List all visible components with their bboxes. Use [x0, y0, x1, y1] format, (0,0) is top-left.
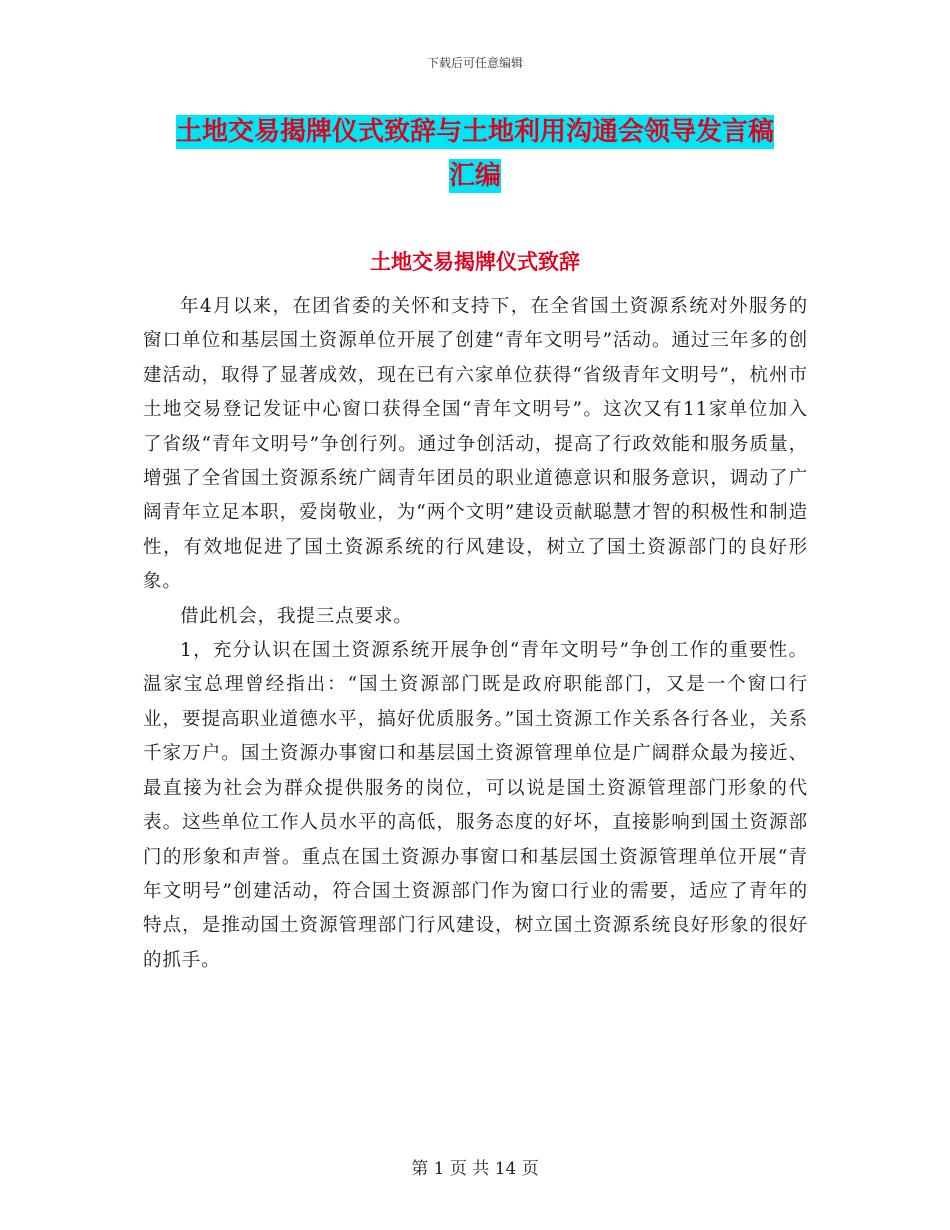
document-title-line-2: 汇编: [448, 161, 501, 191]
page-header-note: 下载后可任意编辑: [426, 56, 523, 70]
page-number-footer: 第 1 页 共 14 页: [411, 1159, 539, 1179]
section-title: 土地交易揭牌仪式致辞: [370, 250, 580, 274]
document-title-line-1: 土地交易揭牌仪式致辞与土地利用沟通会领导发言稿: [175, 117, 774, 147]
body-paragraph: 借此机会，我提三点要求。: [180, 605, 413, 627]
document-body: [143, 290, 808, 978]
body-paragraph: 1，充分认识在国土资源系统开展争创“青年文明号”争创工作的重要性。温家宝总理曾经指出：“国土资源部门既是政府职能部门，又是一个窗口行业，要提高职业道德水平，搞好优质服务。”国土资源工作关系各行各业，关系千家万户。国土资源办事窗口和基层国土资源管理单位是广阔群众最为接近、最直接为社会为群众提供服务的岗位，可以说是国土资源管理部门形象的代表。这些单位工作人员水平的高低，服务态度的好坏，直接影响到国土资源部门的形象和声誉。重点在国土资源办事窗口和基层国土资源管理单位开展“青年文明号”创建活动，符合国土资源部门作为窗口行业的需要，适应了青年的特点，是推动国土资源管理部门行风建设，树立国土资源系统良好形象的很好的抓手。: [143, 640, 808, 971]
body-paragraph: 年4月以来，在团省委的关怀和支持下，在全省国土资源系统对外服务的窗口单位和基层国土资源单位开展了创建“青年文明号”活动。通过三年多的创建活动，取得了显著成效，现在已有六家单位获得“省级青年文明号”，杭州市土地交易登记发证中心窗口获得全国“青年文明号”。这次又有11家单位加入了省级“青年文明号”争创行列。通过争创活动，提高了行政效能和服务质量，增强了全省国土资源系统广阔青年团员的职业道德意识和服务意识，调动了广阔青年立足本职，爱岗敬业，为“两个文明”建设贡献聪慧才智的积极性和制造性，有效地促进了国土资源系统的行风建设，树立了国土资源部门的良好形象。: [143, 296, 808, 593]
document-title: [0, 110, 950, 198]
